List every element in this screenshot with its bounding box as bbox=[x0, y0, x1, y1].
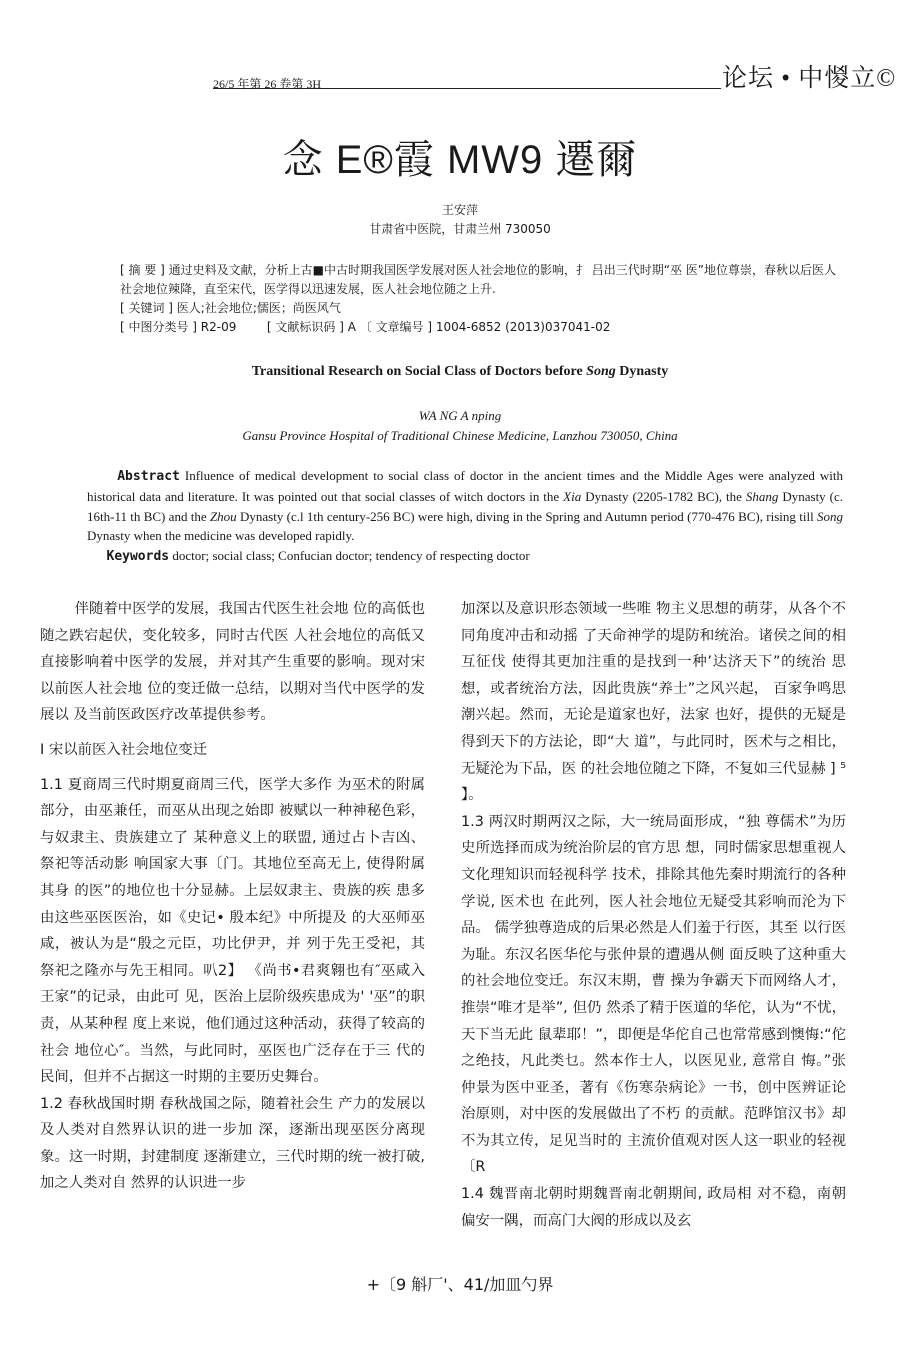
dynasty-name: Song bbox=[817, 508, 843, 524]
article-title: 念 E®霞 MW9 遷爾 bbox=[282, 138, 638, 182]
abstract-text: Dynasty (2205-1782 BC), the bbox=[581, 488, 746, 504]
keywords-text: [ 关键词 ] 医人;社会地位;儒医；尚医风气 bbox=[120, 301, 341, 315]
abstract-text: Dynasty (c. 16th-11 th BC) and the bbox=[87, 488, 843, 524]
body-column-left bbox=[40, 596, 425, 1197]
english-title-part: Transitional Research on Social Class of Doctors before bbox=[251, 364, 587, 379]
keywords-text: doctor; social class; Confucian doctor; tendency of respecting doctor bbox=[169, 548, 530, 564]
english-author: WA NG A nping bbox=[418, 408, 502, 423]
section-1-2: 1.2 春秋战国时期 春秋战国之际，随着社会生 产力的发展以及人类对自然界认识的进一步加 深，逐渐出现巫医分离现象。这一时期，封建制度 逐渐建立，三代时期的统一被打破, 加之人类对自 然界的认识进一步 bbox=[40, 1095, 425, 1192]
author-affiliation: 甘肃省中医院，甘肃兰州 730050 bbox=[369, 222, 551, 236]
english-abstract-paragraph bbox=[87, 466, 843, 546]
english-affiliation: Gansu Province Hospital of Traditional Chinese Medicine, Lanzhou 730050, China bbox=[242, 428, 678, 443]
issue-info: 26/5 年第 26 卷第 3H bbox=[213, 77, 322, 91]
abstract-text: Dynasty (c.l 1th century-256 BC) were high, diving in the Spring and Autumn period (770-476 BC), rising till bbox=[236, 508, 817, 524]
english-title-part: Dynasty bbox=[615, 364, 669, 379]
dynasty-name: Xia bbox=[563, 488, 582, 504]
section-1-3: 1.3 两汉时期两汉之际，大一统局面形成，“独 尊儒术”为历史所选择而成为统治阶层的官方思 想，同时儒家思想重视人文化理知识而轻视科学 技术，排除其他先秦时期流行的各种学说, 医术也 在此列，医人社会地位无疑受其彩响而沦为下品。 儒学独尊造成的后果必然是人们羞于行医，其至 以行医为耻。东汉名医华佗与张仲景的遭遇从侧 面反映了这种重大的社会地位变迁。东汉末期，曹 操为争霸天下而网络人才，推崇“唯才是举”, 但仍 然杀了精于医道的华佗，认为“不忧，天下当无此 鼠辈耶！”，即便是华佗自己也常常感到懊悔:“佗 之绝技，凡此类乜。然本作士人，以医见业, 意常自 悔。”张仲景为医中亚圣，著有《伤寒杂病论》一书，创中医辨证论治原则，对中医的发展做出了不朽 的贡献。范晔馆汉书》却不为其立传，足见当时的 主流价值观对医人这一职业的轻视〔R bbox=[461, 813, 846, 1176]
section-1-4: 1.4 魏晋南北朝时期魏晋南北朝期间, 政局相 对不稳，南朝偏安一隅，而高门大阀的形成以及玄 bbox=[461, 1186, 846, 1229]
abstract-text: Dynasty when the medicine was developed rapidly. bbox=[87, 528, 355, 544]
chinese-abstract bbox=[87, 261, 842, 337]
english-title bbox=[0, 364, 920, 380]
english-title-italic: Song bbox=[586, 364, 616, 379]
classification-code: [ 中图分类号 ] R2-09 bbox=[120, 320, 237, 334]
journal-name: 论坛 • 中惾立© bbox=[722, 65, 897, 92]
english-abstract bbox=[87, 466, 843, 567]
abstract-text: [ 摘 要 ] 通过史料及文献，分析上古■中古时期我国医学发展对医人社会地位的影响，扌 吕出三代时期“巫 医”地位尊崇，春秋以后医人社会地位辣降，直至宋代，医学得以迅速发展，医人社会地位随之上升. bbox=[120, 263, 837, 296]
abstract-text: Influence of medical development to social class of doctor in the ancient times and the Middle Ages were analyzed with historical data and literature. It was pointed out that social classes of witch doctors in the bbox=[87, 468, 844, 504]
dynasty-name: Zhou bbox=[209, 508, 237, 524]
document-code: [ 文献标识码 ] A 〔 文章编号 ] 1004-6852 (2013)037041-02 bbox=[266, 320, 611, 334]
abstract-label: Abstract bbox=[117, 469, 180, 484]
header-rule bbox=[213, 88, 721, 89]
intro-paragraph: 伴随着中医学的发展，我国古代医生社会地 位的高低也随之跌宕起伏，变化较多，同时古代医 人社会地位的高低又直接影响着中医学的发展，并对其产生重要的影响。现对宋以前医人社会地 位的变迁做一总结，以期对当代中医学的发展以 及当前医政医疗改革提供参考。 bbox=[40, 601, 425, 724]
english-keywords bbox=[87, 546, 843, 567]
body-column-right bbox=[461, 596, 846, 1234]
keywords-label: Keywords bbox=[106, 549, 170, 565]
classification-line bbox=[87, 318, 842, 337]
dynasty-name: Shang bbox=[745, 488, 779, 504]
section-1-2-continued: 加深以及意识形态领域一些唯 物主义思想的萌芽，从各个不同角度冲击和动摇 了天命神学的堤防和统治。诸侯之间的相互征伐 使得其更加注重的是找到一种’达济天下”的统治 思想，或者统治方法，因此贵族“养士”之风兴起， 百家争鸣思潮兴起。然而，无论是道家也好，法家 也好，提供的无疑是得到天下的方法论，即“大 道”，与此同时，医术与之相比，无疑沦为下品，医 的社会地位随之下降，不复如三代显赫 ] ⁵ 】。 bbox=[461, 601, 846, 804]
section-1-1: 1.1 夏商周三代时期夏商周三代，医学大多作 为巫术的附属部分，由巫兼任，而巫从出现之始即 被赋以一种神秘色彩，与奴隶主、贵族建立了 某种意义上的联盟, 通过占卜吉凶、祭祀等活动影 响国家大事〔门。其地位至高无上, 使得附属其身 的医”的地位也十分显赫。上层奴隶主、贵族的疾 患多由这些巫医医治，如《史记• 殷本纪》中所提及 的大巫师巫咸，被认为是“殷之元臣，功比伊尹，并 列于先王受祀，其祭祀之隆亦与先王相同。叭2】 《尚书•君爽翱也有″巫咸入王家”的记录，由此可 见，医治上层阶级疾患成为' '巫”的职责，从某种程 度上来说，他们通过这种活动，获得了较高的社会 地位心″。当然，与此同时，巫医也广泛存在于三 代的民间，但并不占据这一时期的主要历史舞台。 bbox=[40, 776, 425, 1086]
section-heading: I 宋以前医入社会地位变迁 bbox=[40, 741, 208, 758]
author-name: 王安萍 bbox=[441, 203, 478, 217]
page-footer: +〔9 斛厂'、41/加皿勺界 bbox=[366, 1275, 554, 1294]
